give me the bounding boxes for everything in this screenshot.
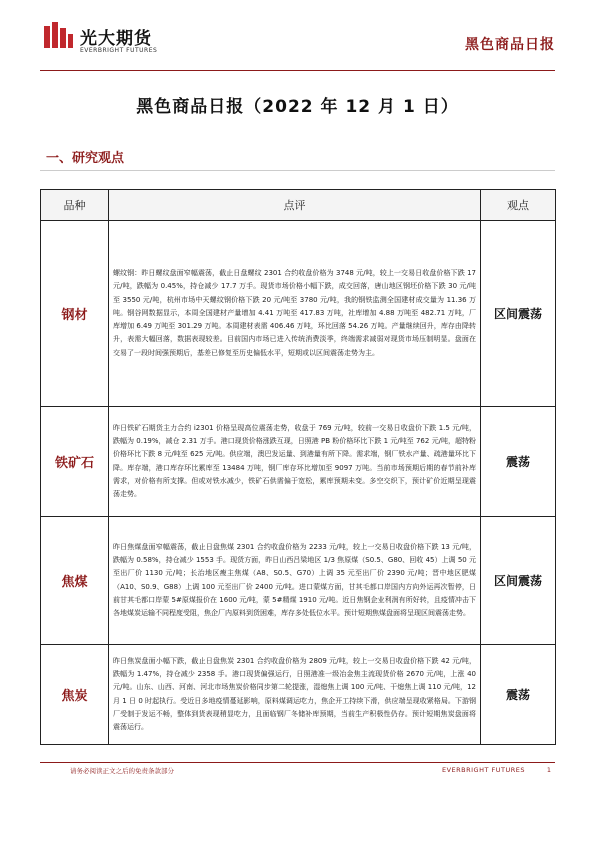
everbright-logo-icon bbox=[40, 18, 76, 54]
table-row bbox=[41, 407, 556, 517]
brand-name-en: EVERBRIGHT FUTURES bbox=[80, 47, 158, 54]
view-cell: 区间震荡 bbox=[481, 517, 556, 645]
footer-divider bbox=[40, 762, 555, 763]
footer-brand: EVERBRIGHT FUTURES bbox=[441, 766, 525, 774]
comment-cell: 昨日焦炭盘面小幅下跌，截止日盘焦炭 2301 合约收盘价格为 2809 元/吨，较上一交易日收盘价格下跌 42 元/吨，跌幅为 1.47%，持仓减少 2358 手。港口现货偏强运行，日照港准一级冶金焦主流现货价格 2670 元/吨，上涨 40 元/吨。山东、山西、河南、河北市场焦炭价格同步第二轮提涨，湿熄焦上调 100 元/吨、干熄焦上调 110 元/吨，12 月 1 日 0 时起执行。受近日多地疫情蔓延影响，原料煤调运吃力，焦企开工持续下滑，供应端呈现收紧格局。下游钢厂受制于发运不畅，整体到货表现稍显吃力，且面临钢厂冬储补库预期，当前生产积极性仍存。预计短期焦炭盘面将震荡运行。 bbox=[109, 645, 481, 745]
view-cell: 震荡 bbox=[481, 407, 556, 517]
section-heading: 一、研究观点 bbox=[46, 151, 125, 166]
column-header-variety: 品种 bbox=[41, 190, 109, 221]
table-row bbox=[41, 645, 556, 745]
view-cell: 区间震荡 bbox=[481, 221, 556, 407]
footer-disclaimer: 请务必阅读正文之后的免责条款部分 bbox=[70, 767, 174, 775]
variety-cell: 焦炭 bbox=[41, 645, 109, 745]
variety-cell: 铁矿石 bbox=[41, 407, 109, 517]
page-number: 1 bbox=[546, 766, 551, 774]
comment-cell: 昨日铁矿石期货主力合约 i2301 价格呈现高位震荡走势，收盘于 769 元/吨，较前一交易日收盘价下跌 1.5 元/吨，跌幅为 0.19%，减仓 2.31 万手。港口现货价格涨跌互现，日照港 PB 粉价格环比下跌 1 元/吨至 762 元/吨，超特粉价格环比下跌 8 元/吨至 625 元/吨。供应端，澳巴发运量、到港量有所下降。需求端，钢厂铁水产量、疏港量环比下降。库存端，港口库存环比累库至 13484 万吨，钢厂库存环比增加至 9097 万吨。当前市场预期后期的春节前补库需求，对价格有所支撑。但或对铁水减少，铁矿石供需偏于宽松，累库预期未变。多空交织下，预计矿价近期呈现震荡走势。 bbox=[109, 407, 481, 517]
column-header-view: 观点 bbox=[481, 190, 556, 221]
section-divider bbox=[40, 170, 555, 171]
variety-cell: 焦煤 bbox=[41, 517, 109, 645]
research-table bbox=[40, 189, 556, 745]
brand-name-cn: 光大期货 bbox=[80, 29, 152, 49]
report-name: 黑色商品日报 bbox=[465, 37, 555, 53]
column-header-comment: 点评 bbox=[109, 190, 481, 221]
table-row bbox=[41, 517, 556, 645]
table-header-row bbox=[41, 190, 556, 221]
view-cell: 震荡 bbox=[481, 645, 556, 745]
variety-cell: 钢材 bbox=[41, 221, 109, 407]
comment-cell: 昨日焦煤盘面窄幅震荡，截止日盘焦煤 2301 合约收盘价格为 2233 元/吨，较上一交易日收盘价格下跌 13 元/吨，跌幅为 0.58%，持仓减少 1553 手。现货方面，昨日山西吕梁地区 1/3 焦原煤（S0.5、G80、回收 45）上调 50 元至出厂价 1130 元/吨；长治地区瘦主焦煤（A8、S0.5、G70）上调 35 元至出厂价 2390 元/吨；晋中地区肥煤（A10、S0.9、G88）上调 100 元至出厂价 2400 元/吨。进口蒙煤方面，甘其毛都口岸国内方向外运再次暂停，日前甘其毛都口岸蒙 5#原煤报价在 1600 元/吨，蒙 5#精煤 1910 元/吨。近日焦钢企业利润有所好转，且疫情冲击下各地煤炭运输不同程度受阻，焦企厂内原料到货困难，库存多处低位水平。预计短期焦煤盘面将呈现区间震荡走势。 bbox=[109, 517, 481, 645]
header-divider bbox=[40, 70, 555, 71]
table-row bbox=[41, 221, 556, 407]
comment-cell: 螺纹钢：昨日螺纹盘面窄幅震荡，截止日盘螺纹 2301 合约收盘价格为 3748 元/吨，较上一交易日收盘价格下跌 17 元/吨，跌幅为 0.45%，持仓减少 17.7 万手。现货市场价格小幅下跌，成交回落，唐山地区钢坯价格下跌 30 元/吨至 3550 元/吨，杭州市场中天螺纹钢价格下跌 20 元/吨至 3780 元/吨，我的钢铁监测全国建材成交量为 11.36 万吨。钢谷网数据显示，本周全国建材产量增加 4.41 万吨至 417.83 万吨，社库增加 4.88 万吨至 482.71 万吨，厂库增加 6.49 万吨至 301.29 万吨。本周建材表需 406.46 万吨，环比回落 54.26 万吨。产量继续回升，库存由降转升，表需大幅回落，数据表现较差。目前国内市场已进入传统消费淡季，终端需求减弱对现货市场压制明显。盘面在交易了一段时间强预期后，基差已修复至历史偏低水平，短期或以区间震荡走势为主。 bbox=[109, 221, 481, 407]
page-header bbox=[40, 18, 555, 70]
document-title: 黑色商品日报（2022 年 12 月 1 日） bbox=[136, 97, 459, 117]
